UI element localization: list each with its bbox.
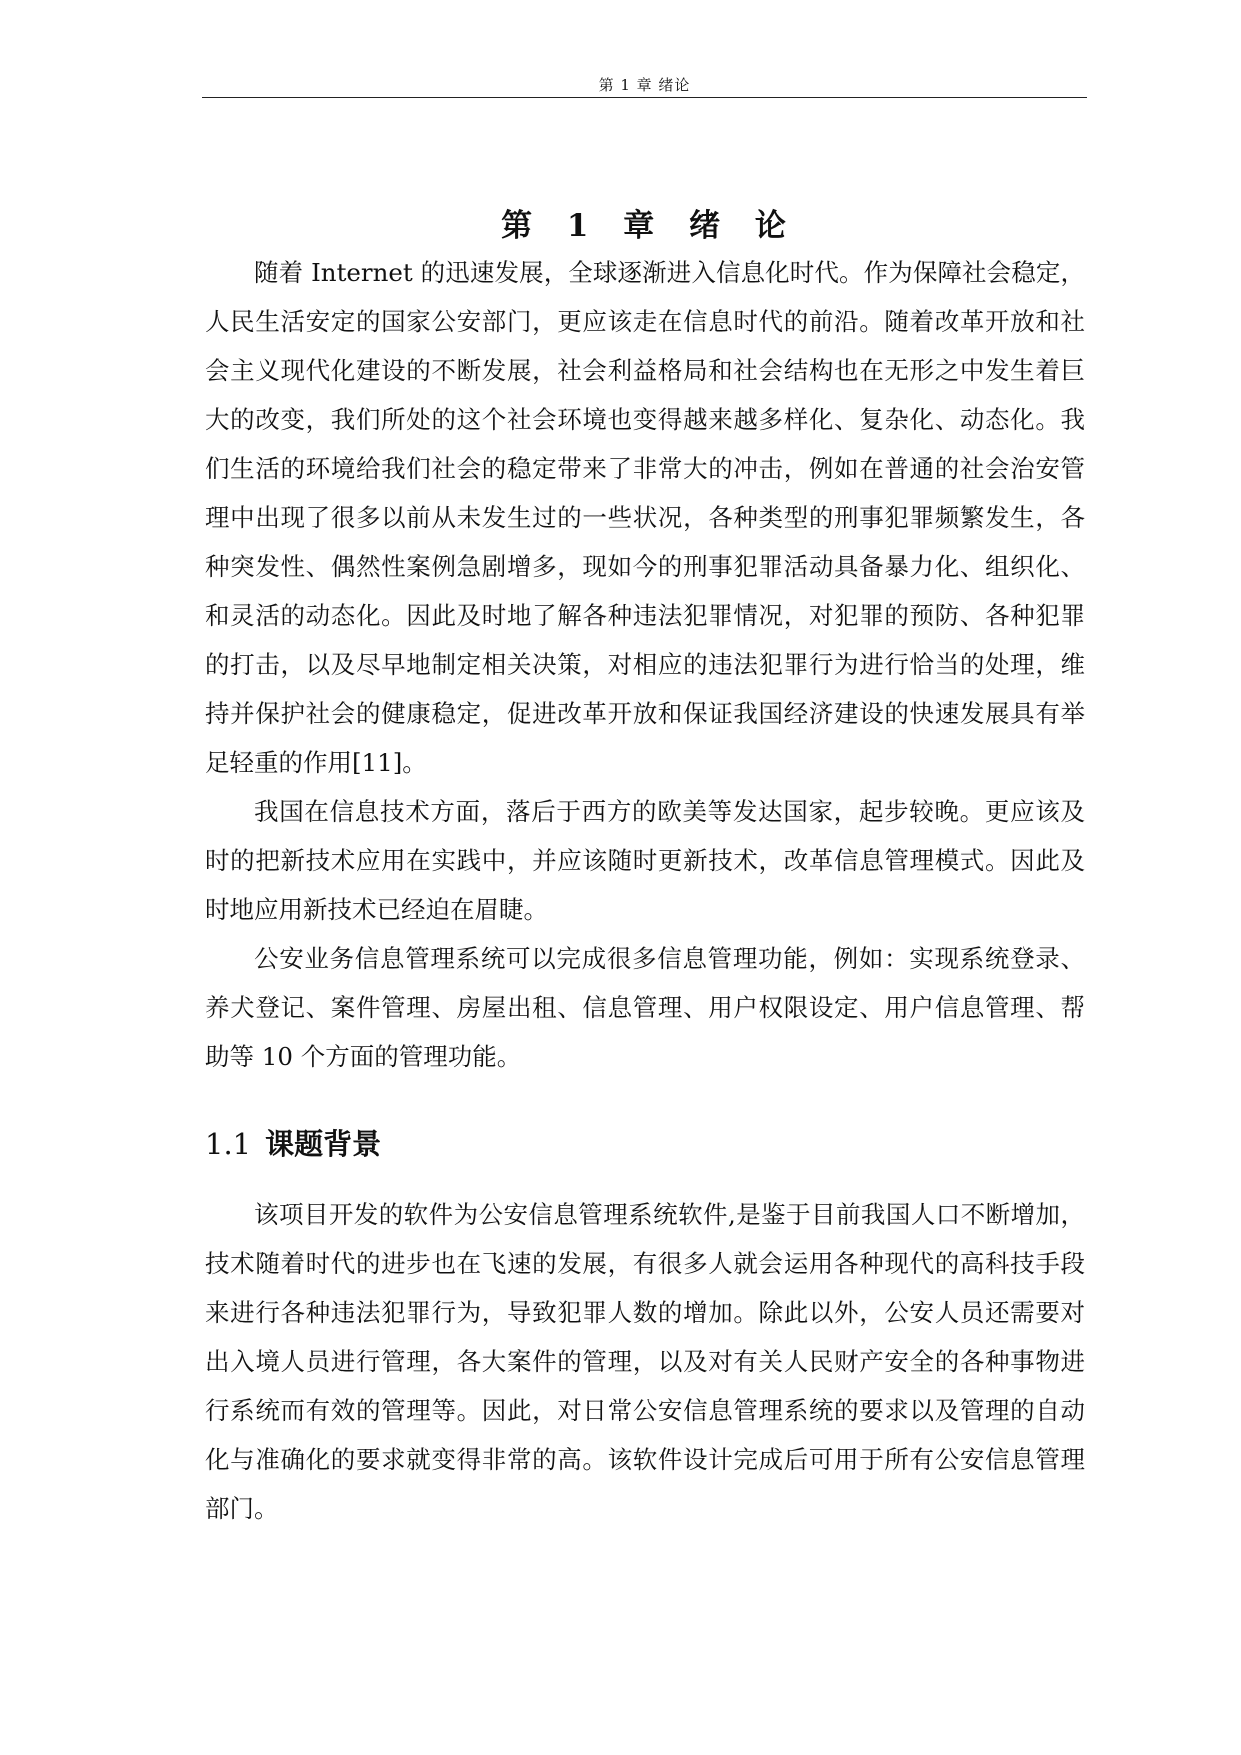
chapter-title: 第 1 章 绪 论: [501, 208, 788, 244]
section-title: 课题背景: [265, 1127, 382, 1161]
intro-paragraph: 随着 Internet 的迅速发展，全球逐渐进入信息化时代。作为保障社会稳定，人民生活安定的国家公安部门，更应该走在信息时代的前沿。随着改革开放和社会主义现代化建设的不断发展，社会利益格局和社会结构也在无形之中发生着巨大的改变，我们所处的这个社会环境也变得越来越多样化、复杂化、动态化。我们生活的环境给我们社会的稳定带来了非常大的冲击，例如在普通的社会治安管理中出现了很多以前从未发生过的一些状况，各种类型的刑事犯罪频繁发生，各种突发性、偶然性案例急剧增多，现如今的刑事犯罪活动具备暴力化、组织化、和灵活的动态化。因此及时地了解各种违法犯罪情况，对犯罪的预防、各种犯罪的打击，以及尽早地制定相关决策，对相应的违法犯罪行为进行恰当的处理，维持并保护社会的健康稳定，促进改革开放和保证我国经济建设的快速发展具有举足轻重的作用[11]。: [205, 258, 1085, 777]
intro-paragraph: 公安业务信息管理系统可以完成很多信息管理功能，例如：实现系统登录、养犬登记、案件管理、房屋出租、信息管理、用户权限设定、用户信息管理、帮助等 10 个方面的管理功能。: [205, 944, 1085, 1071]
header-rule: [202, 97, 1087, 98]
intro-body: [205, 248, 1085, 1081]
running-header: 第 1 章 绪论: [598, 76, 691, 94]
section-heading: [205, 1122, 381, 1163]
section-body: [205, 1190, 1085, 1533]
section-paragraph: 该项目开发的软件为公安信息管理系统软件,是鉴于目前我国人口不断增加，技术随着时代的进步也在飞速的发展，有很多人就会运用各种现代的高科技手段来进行各种违法犯罪行为，导致犯罪人数的增加。除此以外，公安人员还需要对出入境人员进行管理，各大案件的管理，以及对有关人民财产安全的各种事物进行系统而有效的管理等。因此，对日常公安信息管理系统的要求以及管理的自动化与准确化的要求就变得非常的高。该软件设计完成后可用于所有公安信息管理部门。: [205, 1200, 1085, 1523]
intro-paragraph: 我国在信息技术方面，落后于西方的欧美等发达国家，起步较晚。更应该及时的把新技术应用在实践中，并应该随时更新技术，改革信息管理模式。因此及时地应用新技术已经迫在眉睫。: [205, 797, 1085, 924]
section-number: 1.1: [205, 1127, 252, 1161]
